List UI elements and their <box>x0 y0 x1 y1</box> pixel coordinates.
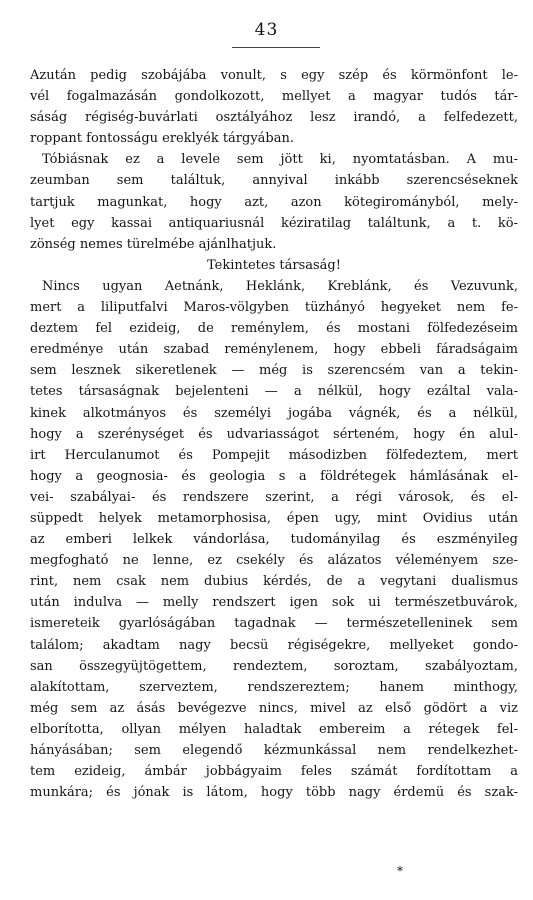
body-text <box>30 65 518 803</box>
text-line: hogy a geognosia- és geologia s a földrétegek hámlásának el- <box>30 468 518 484</box>
text-line: munkára; és jónak is látom, hogy több nagy érdemü és szak- <box>30 785 518 801</box>
text-line: még sem az ásás bevégezve nincs, mivel az első gödört a viz <box>30 700 518 716</box>
text-line: irt Herculanumot és Pompejit másodizben fölfedeztem, mert <box>30 447 518 463</box>
text-line: tetes társaságnak bejelenteni — a nélkül, hogy ezáltal vala- <box>30 384 518 400</box>
text-line: hogy a szerénységet és udvariasságot sérteném, hogy én alul- <box>30 426 518 442</box>
text-line: Nincs ugyan Aetnánk, Heklánk, Kreblánk, és Vezuvunk, <box>42 278 518 294</box>
text-line: rint, nem csak nem dubius kérdés, de a vegytani dualismus <box>30 574 518 590</box>
text-line: hányásában; sem elegendő kézmunkással nem rendelkezhet- <box>30 743 518 758</box>
salutation: Tekintetes társaság! <box>207 257 341 273</box>
text-line: találom; akadtam nagy becsü régiségekre, mellyeket gondo- <box>30 637 518 653</box>
text-line: eredménye után szabad reménylenem, hogy ebbeli fáradságaim <box>30 342 518 358</box>
text-line: tartjuk magunkat, hogy azt, azon kötegirományból, mely- <box>30 194 518 210</box>
text-line: deztem fel ezideig, de reménylem, és mostani fölfedezéseim <box>30 321 518 337</box>
page-number: 43 <box>254 20 279 40</box>
text-line: Tóbiásnak ez a levele sem jött ki, nyomtatásban. A mu- <box>42 152 518 168</box>
signature-mark: * <box>397 864 403 878</box>
text-line: lyet egy kassai antiquariusnál kéziratilag találtunk, a t. kö- <box>30 215 518 231</box>
text-line: süppedt helyek metamorphosisa, épen ugy, mint Ovidius után <box>30 510 518 526</box>
text-line: vei- szabályai- és rendszere szerint, a régi városok, és el- <box>30 489 518 505</box>
text-line: alakítottam, szerveztem, rendszereztem; hanem minthogy, <box>30 679 518 695</box>
text-line: zeumban sem találtuk, annyival inkább szerencséseknek <box>30 173 518 189</box>
text-line: után indulva — melly rendszert igen sok ui természetbuvárok, <box>30 595 518 611</box>
text-line: roppant fontosságu ereklyék tárgyában. <box>30 131 295 147</box>
text-line: mert a liliputfalvi Maros-völgyben tüzhányó hegyeket nem fe- <box>30 300 518 316</box>
text-line: kinek alkotmányos és személyi jogába vágnék, és a nélkül, <box>30 405 518 421</box>
text-line: elborította, ollyan mélyen haladtak embereim a rétegek fel- <box>30 721 518 737</box>
text-line: sem lesznek sikeretlenek — még is szerencsém van a tekin- <box>30 363 518 379</box>
text-line: Azután pedig szobájába vonult, s egy szép és körmönfont le- <box>30 68 518 83</box>
text-line: zönség nemes türelmébe ajánlhatjuk. <box>30 236 277 252</box>
text-line: san összegyüjtögettem, rendeztem, soroztam, szabályoztam, <box>30 658 518 674</box>
text-line: vél fogalmazásán gondolkozott, mellyet a magyar tudós tár- <box>30 89 518 105</box>
header-rule <box>232 47 320 48</box>
text-line: ismereteik gyarlóságában tagadnak — természetelleninek sem <box>30 616 518 632</box>
text-line: sáság régiség-buvárlati osztályához lesz irandó, a felfedezett, <box>30 110 518 126</box>
text-line: megfogható ne lenne, ez csekély és alázatos véleményem sze- <box>30 553 518 569</box>
text-line: az emberi lelkek vándorlása, tudományilag és eszményileg <box>30 532 518 548</box>
text-line: tem ezideig, ámbár jobbágyaim feles számát fordítottam a <box>30 764 518 780</box>
